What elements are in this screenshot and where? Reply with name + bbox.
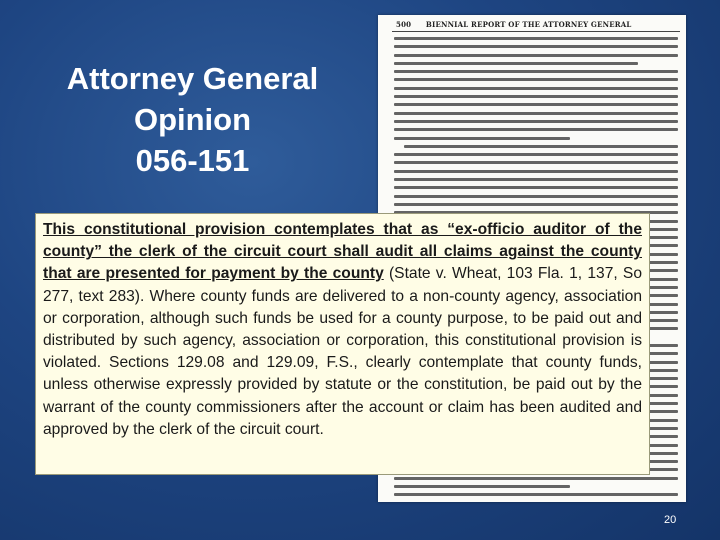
slide-title [40, 58, 345, 181]
scanned-page-number: 500 [396, 20, 412, 29]
slide-title-line-3: 056-151 [135, 143, 250, 178]
scanned-header-rule [392, 31, 680, 32]
excerpt-body-text: (State v. Wheat, 103 Fla. 1, 137, So 277, text 283). Where county funds are delivered to a non-county agency, association or corporation, although such funds be used for a county purpose, to be paid out and distributed by such agency, association or corporation, this constitutional provision is violated. Sections 129.08 and 129.09, F.S., clearly contemplate that county funds, unless otherwise expressly provided by statute or the constitution, be paid out by the warrant of the county commissioners after the account or claim has been audited and approved by the clerk of the circuit court. [43, 265, 643, 438]
slide-page-number: 20 [664, 514, 677, 526]
scanned-running-header: BIENNIAL REPORT OF THE ATTORNEY GENERAL [425, 20, 632, 29]
slide-title-line-2: Opinion [133, 102, 252, 137]
scanned-page-header [396, 20, 680, 29]
opinion-excerpt [35, 213, 650, 475]
slide-title-line-1: Attorney General [66, 61, 319, 96]
excerpt-underlined-text: This constitutional provision contemplates that as “ex-officio auditor of the county” the clerk of the circuit court shall audit all claims against the county that are presented for payment by the county [43, 221, 642, 283]
